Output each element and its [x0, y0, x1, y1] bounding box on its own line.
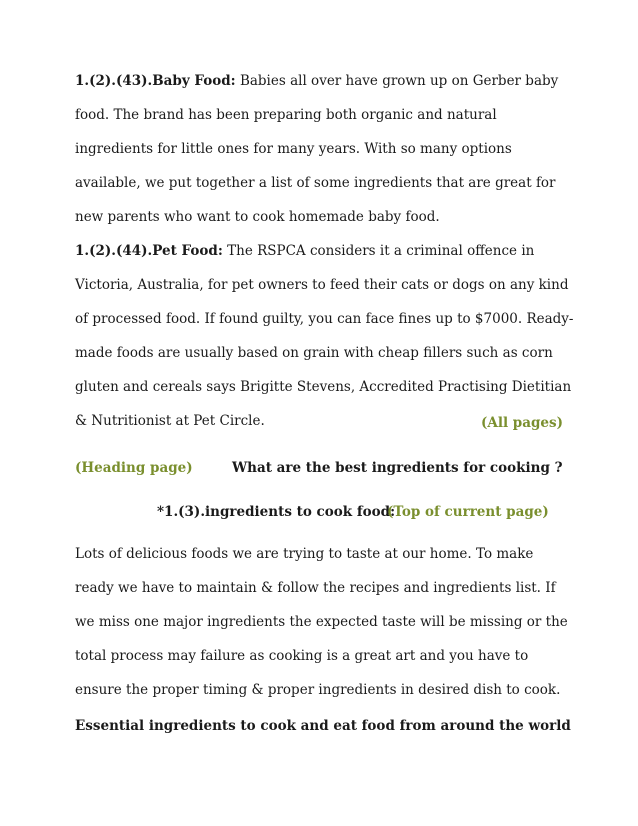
top-of-page-link[interactable]: (Top of current page)	[387, 504, 549, 520]
baby-food-text: Babies all over have grown up on Gerber baby food. The brand has been preparing both organic and natural ingredients for little ones for many years. With so many options available, we put together a list of some ingredients that are great for new parents who want to cook homemade baby food.	[75, 73, 559, 225]
all-pages-link[interactable]: (All pages)	[480, 415, 563, 431]
baby-food-label: 1.(2).(43).Baby Food:	[75, 73, 236, 89]
paragraph-pet-food	[75, 234, 575, 438]
pet-food-text: The RSPCA considers it a criminal offence in Victoria, Australia, for pet owners to feed their cats or dogs on any kind of processed food. If found guilty, you can face fines up to $7000. Ready-made foods are usually based on grain with cheap fillers such as corn gluten and cereals says Brigitte Stevens, Accredited Practising Dietitian & Nutritionist at Pet Circle.	[75, 243, 574, 429]
subsection-heading: *1.(3).ingredients to cook food:	[157, 504, 396, 520]
section-heading: What are the best ingredients for cooking ?	[232, 460, 563, 476]
paragraph-baby-food	[75, 64, 575, 234]
paragraph-ingredients: Lots of delicious foods we are trying to taste at our home. To make ready we have to maintain & follow the recipes and ingredients list. If we miss one major ingredients the expected taste will be missing or the total process may failure as cooking is a great art and you have to ensure the proper timing & proper ingredients in desired dish to cook.	[75, 546, 568, 698]
heading-page-link[interactable]: (Heading page)	[75, 460, 193, 476]
essential-ingredients-heading: Essential ingredients to cook and eat food from around the world	[75, 718, 571, 734]
pet-food-label: 1.(2).(44).Pet Food:	[75, 243, 223, 259]
